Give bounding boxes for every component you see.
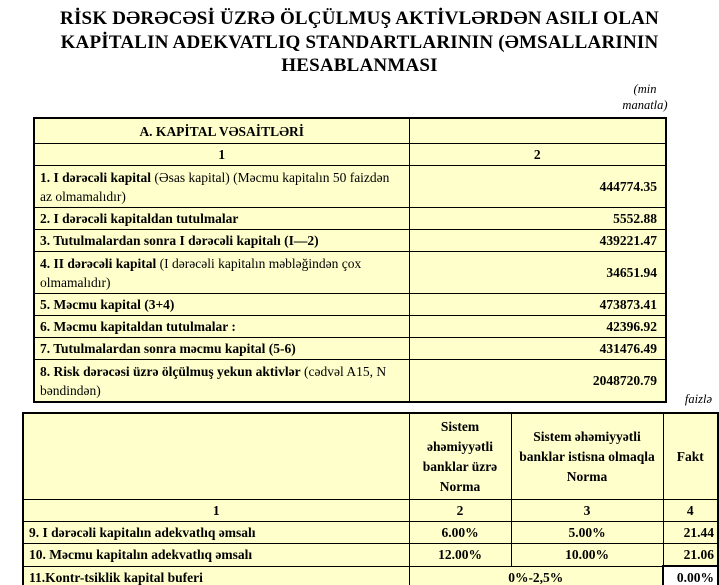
- table-row: [23, 544, 718, 567]
- table-row: [34, 166, 666, 208]
- page-title: [0, 7, 719, 78]
- header-norm-systemic: Sistem əhəmiyyətli banklar üzrə Norma: [409, 413, 511, 500]
- colnum-1: 1: [34, 144, 409, 166]
- adequacy-ratios-table: [22, 412, 719, 585]
- row-value: 431476.49: [409, 338, 666, 360]
- title-line-2: KAPİTALIN ADEKVATLIQ STANDARTLARININ (ƏMSALLARININ: [60, 31, 659, 53]
- table-row: [34, 316, 666, 338]
- colnum-1: 1: [23, 500, 409, 522]
- row-value: 444774.35: [409, 166, 666, 208]
- title-line-3: HESABLANMASI: [281, 55, 438, 76]
- norm-systemic-value: 6.00%: [409, 522, 511, 544]
- row-label: 2. I dərəcəli kapitaldan tutulmalar: [34, 208, 409, 230]
- row-label: 6. Məcmu kapitaldan tutulmalar :: [34, 316, 409, 338]
- fact-value: 21.44: [663, 522, 718, 544]
- row-label: 7. Tutulmalardan sonra məcmu kapital (5-6): [34, 338, 409, 360]
- row-label: 10. Məcmu kapitalın adekvatlıq əmsalı: [23, 544, 409, 567]
- norm-systemic-value: 12.00%: [409, 544, 511, 567]
- table1-header-empty-cell: [409, 118, 666, 144]
- colnum-4: 4: [663, 500, 718, 522]
- row-value: 5552.88: [409, 208, 666, 230]
- fact-value: 21.06: [663, 544, 718, 567]
- row-value: 473873.41: [409, 294, 666, 316]
- title-line-1: RİSK DƏRƏCƏSİ ÜZRƏ ÖLÇÜLMUŞ AKTİVLƏRDƏN ASILI OLAN: [60, 8, 659, 29]
- row-label: 9. I dərəcəli kapitalın adekvatlıq əmsalı: [23, 522, 409, 544]
- header-fact: Fakt: [663, 413, 718, 500]
- table1-colnum-row: [34, 144, 666, 166]
- table2-header-empty-cell: [23, 413, 409, 500]
- table1-header-row: [34, 118, 666, 144]
- table-row: [34, 338, 666, 360]
- row-label: 11.Kontr-tsiklik kapital buferi: [23, 566, 409, 585]
- unit-note-percent: faizlə: [684, 392, 712, 406]
- row-label: 1. I dərəcəli kapital (Əsas kapital) (Məcmu kapitalın 50 faizdən az olmamalıdır): [34, 166, 409, 208]
- row-value: 2048720.79: [409, 360, 666, 403]
- table1-section-title: A. KAPİTAL VƏSAİTLƏRİ: [34, 118, 409, 144]
- table-row: [34, 208, 666, 230]
- table-row: [23, 566, 718, 585]
- row-label: 8. Risk dərəcəsi üzrə ölçülmuş yekun aktivlər (cədvəl A15, N bəndindən): [34, 360, 409, 403]
- colnum-3: 3: [511, 500, 663, 522]
- table2-colnum-row: [23, 500, 718, 522]
- row-label: 4. II dərəcəli kapital (I dərəcəli kapitalın məbləğindən çox olmamalıdır): [34, 252, 409, 294]
- fact-value: 0.00%: [663, 566, 718, 585]
- table-row: [23, 522, 718, 544]
- norm-nonsystemic-value: 10.00%: [511, 544, 663, 567]
- table-row: [34, 294, 666, 316]
- unit-note-thousand-manat: (min manatla): [622, 82, 668, 112]
- norm-range-value: 0%-2,5%: [409, 566, 663, 585]
- colnum-2: 2: [409, 144, 666, 166]
- table-row: [34, 252, 666, 294]
- header-norm-nonsystemic: Sistem əhəmiyyətli banklar istisna olmaqla Norma: [511, 413, 663, 500]
- row-label: 3. Tutulmalardan sonra I dərəcəli kapitalı (I—2): [34, 230, 409, 252]
- colnum-2: 2: [409, 500, 511, 522]
- row-value: 42396.92: [409, 316, 666, 338]
- table-row: [34, 230, 666, 252]
- row-value: 34651.94: [409, 252, 666, 294]
- capital-funds-table: [33, 117, 667, 403]
- table2-header-row: [23, 413, 718, 500]
- row-value: 439221.47: [409, 230, 666, 252]
- norm-nonsystemic-value: 5.00%: [511, 522, 663, 544]
- row-label: 5. Məcmu kapital (3+4): [34, 294, 409, 316]
